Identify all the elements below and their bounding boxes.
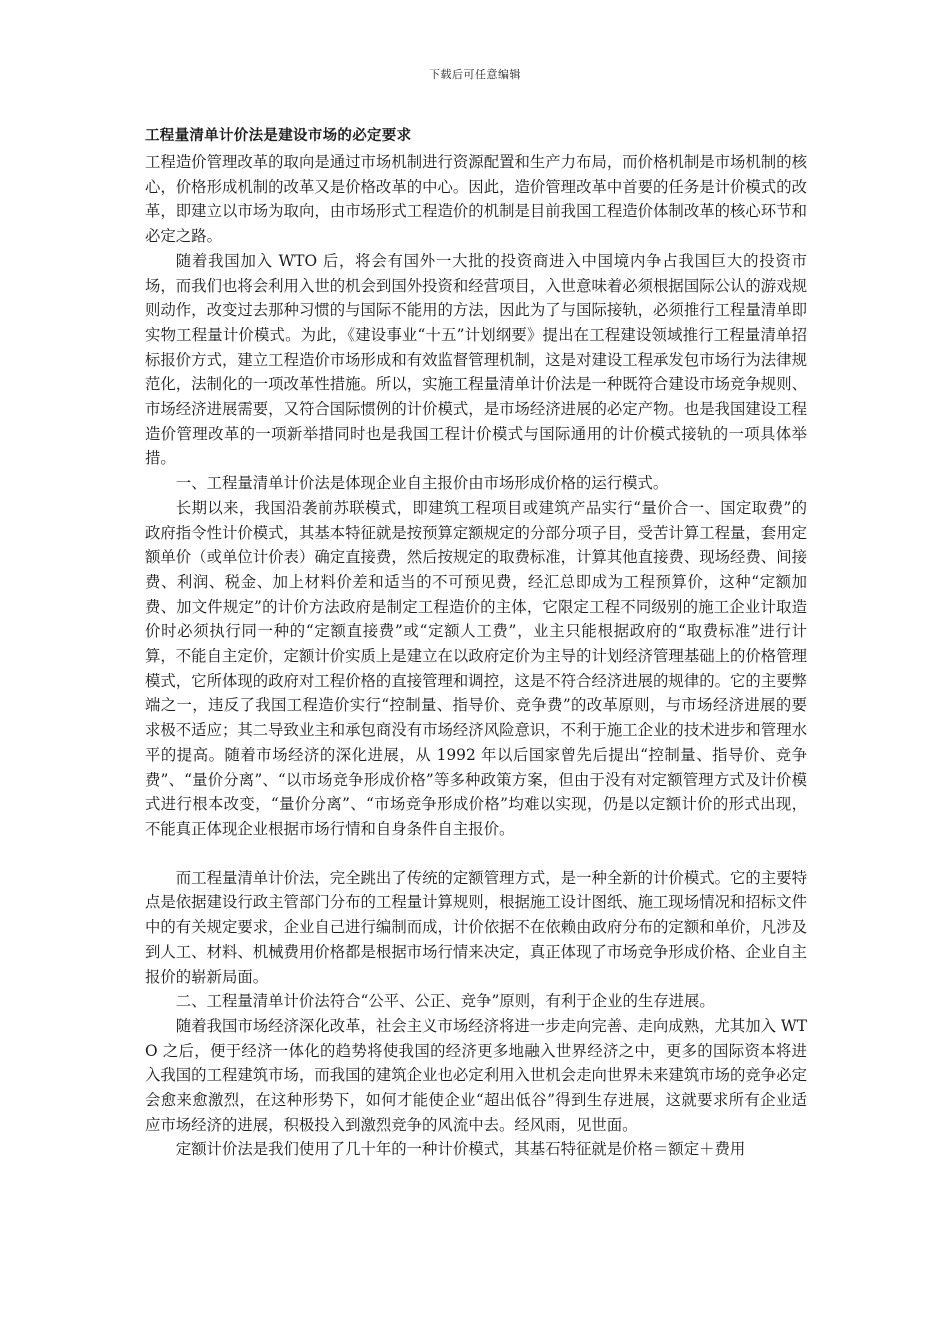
paragraph-quota-pricing: 定额计价法是我们使用了几十年的一种计价模式，其基石特征就是价格＝额定＋费用: [175, 1140, 746, 1159]
paragraph-spacer: [145, 842, 807, 866]
document-body: [145, 126, 807, 1162]
paragraph-intro: 工程造价管理改革的取向是通过市场机制进行资源配置和生产力布局，而价格机制是市场机制的核心，价格形成机制的改革又是价格改革的中心。因此，造价管理改革中首要的任务是计价模式的改革，即建立以市场为取向，由市场形式工程造价的机制是目前我国工程造价体制改革的核心环节和必定之路。: [145, 153, 807, 246]
paragraph-bill-of-quantities: 而工程量清单计价法，完全跳出了传统的定额管理方式，是一种全新的计价模式。它的主要特点是依据建设行政主管部门分布的工程量计算规则，根据施工设计图纸、施工现场情况和招标文件中的有关规定要求，企业自己进行编制而成，计价依据不在依赖由政府分布的定额和单价，凡涉及到人工、材料、机械费用价格都是根据市场行情来决定，真正体现了市场竞争形成价格、企业自主报价的崭新局面。: [145, 868, 807, 986]
paragraph-wto: 随着我国加入 WTO 后，将会有国外一大批的投资商进入中国境内争占我国巨大的投资市场，而我们也将会利用入世的机会到国外投资和经营项目，入世意味着必须根据国际公认的游戏规则动作，改变过去那种习惯的与国际不能用的方法，因此为了与国际接轨，必须推行工程量清单即实物工程量计价模式。为此，《建设事业“十五”计划纲要》提出在工程建设领域推行工程量清单招标报价方式，建立工程造价市场形成和有效监督管理机制，这是对建设工程承发包市场行为法律规范化，法制化的一项改革性措施。所以，实施工程量清单计价法是一种既符合建设市场竞争规则、市场经济进展需要，又符合国际惯例的计价模式，是市场经济进展的必定产物。也是我国建设工程造价管理改革的一项新举措同时也是我国工程计价模式与国际通用的计价模式接轨的一项具体举措。: [145, 251, 807, 468]
section-heading-2: 二、工程量清单计价法符合“公平、公正、竞争”原则，有利于企业的生存进展。: [175, 992, 715, 1011]
paragraph-market-reform: 随着我国市场经济深化改革，社会主义市场经济将进一步走向完善、走向成熟，尤其加入 WTO 之后，便于经济一体化的趋势将使我国的经济更多地融入世界经济之中，更多的国际资本将进入我国的工程建筑市场，而我国的建筑企业也必定利用入世机会走向世界未来建筑市场的竞争必定会愈来愈激烈，在这种形势下，如何才能使企业“超出低谷”得到生存进展，这就要求所有企业适应市场经济的进展，积极投入到激烈竞争的风流中去。经风雨，见世面。: [145, 1016, 808, 1134]
document-title: 工程量清单计价法是建设市场的必定要求: [145, 128, 412, 144]
section-heading-1: 一、工程量清单计价法是体现企业自主报价由市场形成价格的运行模式。: [175, 474, 669, 493]
page-header: 下载后可任意编辑: [429, 68, 521, 81]
paragraph-quota-history: 长期以来，我国沿袭前苏联模式，即建筑工程项目或建筑产品实行“量价合一、国定取费”的政府指令性计价模式，其基本特征就是按预算定额规定的分部分项子目，受苦计算工程量，套用定额单价（或单位计价表）确定直接费，然后按规定的取费标准，计算其他直接费、现场经费、间接费、利润、税金、加上材料价差和适当的不可预见费，经汇总即成为工程预算价，这种“定额加费、加文件规定”的计价方法政府是制定工程造价的主体，它限定工程不同级别的施工企业计取造价时必须执行同一种的“定额直接费”或“定额人工费”，业主只能根据政府的“取费标准”进行计算，不能自主定价，定额计价实质上是建立在以政府定价为主导的计划经济管理基础上的价格管理模式，它所体现的政府对工程价格的直接管理和调控，这是不符合经济进展的规律的。它的主要弊端之一，违反了我国工程造价实行“控制量、指导价、竞争费”的改革原则，与市场经济进展的要求极不适应；其二导致业主和承包商没有市场经济风险意识，不利于施工企业的技术进步和管理水平的提高。随着市场经济的深化进展，从 1992 年以后国家曾先后提出“控制量、指导价、竞争费”、“量价分离”、“以市场竞争形成价格”等多种政策方案，但由于没有对定额管理方式及计价模式进行根本改变，“量价分离”、“市场竞争形成价格”均难以实现，仍是以定额计价的形式出现，不能真正体现企业根据市场行情和自身条件自主报价。: [145, 498, 807, 838]
